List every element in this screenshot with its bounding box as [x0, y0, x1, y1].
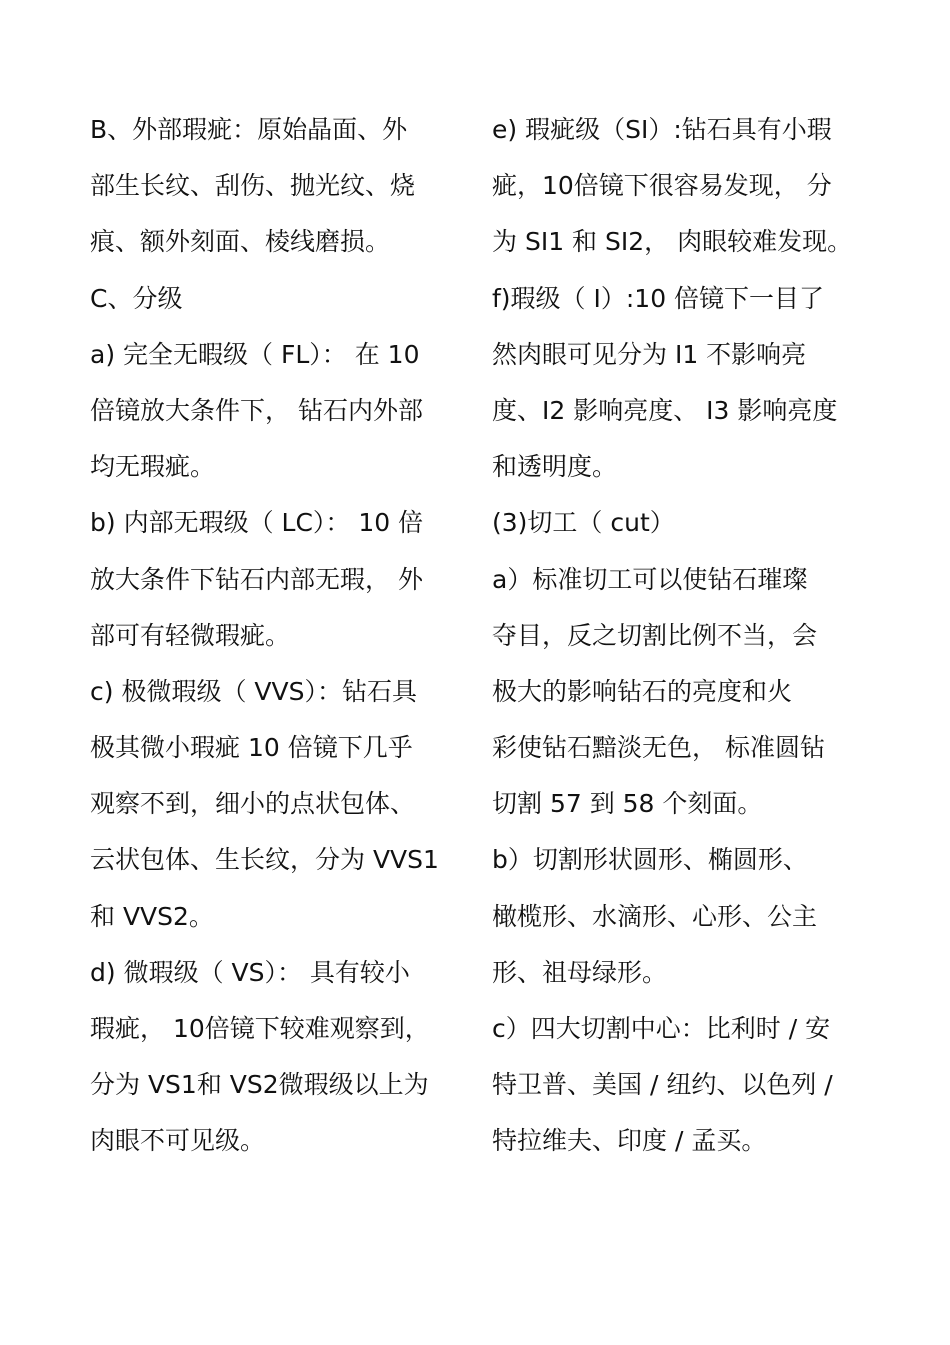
text-line: b) 内部无瑕级（ LC）： 10 倍: [90, 508, 424, 538]
text-line: c）四大切割中心：比利时 / 安: [492, 1014, 831, 1043]
section-heading: (3)切工（ cut）: [492, 508, 675, 538]
text-line: 形、祖母绿形。: [492, 957, 668, 987]
text-line: 疵，10倍镜下很容易发现， 分: [492, 171, 832, 201]
text-line: 痕、额外刻面、棱线磨损。: [90, 227, 391, 257]
section-heading: C、分级: [90, 283, 183, 313]
text-line: 倍镜放大条件下， 钻石内外部: [90, 395, 423, 425]
text-line: d) 微瑕级（ VS）： 具有较小: [90, 957, 410, 987]
left-text-column: [90, 102, 470, 1170]
text-line: 然肉眼可见分为 I1 不影响亮: [492, 339, 807, 369]
text-line: 分为 VS1和 VS2微瑕级以上为: [90, 1070, 429, 1100]
text-line: 部生长纹、刮伤、抛光纹、烧: [90, 171, 416, 201]
text-line: 极大的影响钻石的亮度和火: [492, 676, 793, 706]
text-line: 部可有轻微瑕疵。: [90, 620, 291, 650]
text-line: b）切割形状圆形、椭圆形、: [492, 845, 808, 875]
text-line: 彩使钻石黯淡无色， 标准圆钻: [492, 733, 825, 763]
text-line: a）标准切工可以使钻石璀璨: [492, 564, 808, 594]
text-line: 均无瑕疵。: [90, 452, 216, 482]
text-line: 放大条件下钻石内部无瑕， 外: [90, 564, 423, 594]
text-line: a) 完全无暇级（ FL）： 在 10: [90, 339, 420, 369]
text-line: 度、I2 影响亮度、 I3 影响亮度: [492, 395, 838, 425]
text-line: 极其微小瑕疵 10 倍镜下几乎: [90, 733, 413, 763]
text-line: 云状包体、生长纹，分为 VVS1: [90, 845, 439, 875]
text-line: 为 SI1 和 SI2， 肉眼较难发现。: [492, 227, 853, 257]
text-line: f)瑕级（ I）:10 倍镜下一目了: [492, 283, 825, 313]
text-line: 和 VVS2。: [90, 901, 214, 931]
text-line: 特拉维夫、印度 / 孟买。: [492, 1126, 767, 1156]
text-line: 瑕疵， 10倍镜下较难观察到，: [90, 1014, 430, 1043]
right-text-column: [492, 102, 864, 1170]
text-line: e) 瑕疵级（SI）:钻石具有小瑕: [492, 115, 832, 144]
text-line: 橄榄形、水滴形、心形、公主: [492, 901, 818, 931]
text-line: c) 极微瑕级（ VVS）：钻石具: [90, 676, 417, 706]
text-line: 肉眼不可见级。: [90, 1126, 266, 1156]
text-line: 特卫普、美国 / 纽约、以色列 /: [492, 1070, 833, 1100]
text-line: 夺目，反之切割比例不当，会: [492, 620, 818, 650]
text-line: B、外部瑕疵：原始晶面、外: [90, 115, 408, 144]
text-line: 观察不到，细小的点状包体、: [90, 789, 416, 819]
text-line: 切割 57 到 58 个刻面。: [492, 789, 763, 819]
text-line: 和透明度。: [492, 452, 618, 482]
